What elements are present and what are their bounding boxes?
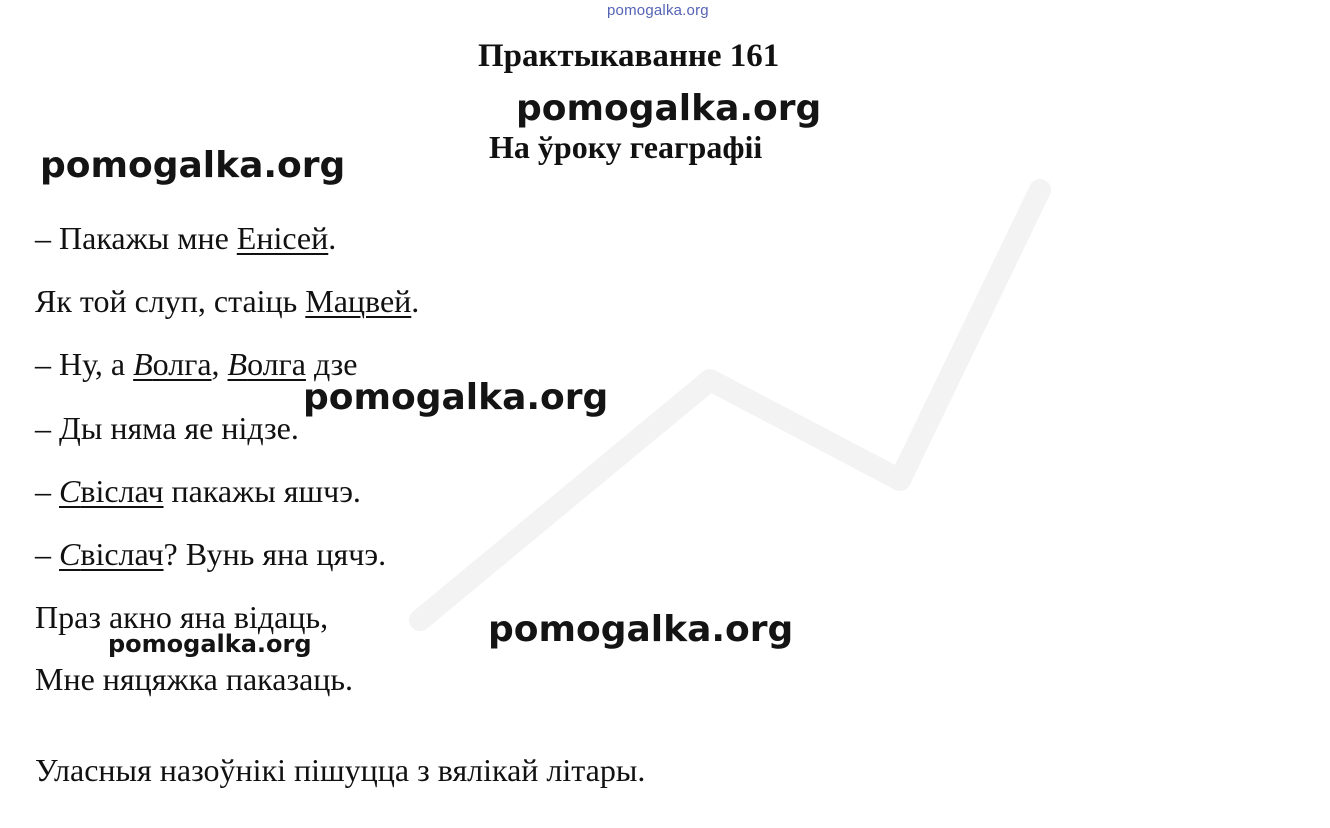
poem-line-8: Мне няцяжка паказаць. <box>35 661 353 697</box>
text-segment: . <box>328 220 337 256</box>
exercise-subtitle: На ўроку геаграфіі <box>489 129 763 165</box>
poem-line-5 <box>35 475 361 507</box>
watermark-text: pomogalka.org <box>516 88 822 129</box>
exercise-title: Практыкаванне 161 <box>478 38 780 74</box>
text-segment: дзе <box>305 346 358 382</box>
watermark-text: pomogalka.org <box>108 630 312 658</box>
italic-capital-letter: В <box>227 346 248 382</box>
text-segment: віслач <box>80 473 164 509</box>
underlined-proper-noun <box>228 346 306 382</box>
poem-line-7: Праз акно яна відаць, <box>35 599 329 635</box>
watermark-text: pomogalka.org <box>488 609 794 650</box>
text-segment: олга <box>247 346 306 382</box>
conclusion-text: Уласныя назоўнікі пішуцца з вялікай літары. <box>35 752 646 788</box>
text-segment: ? Вунь яна цячэ. <box>163 536 387 572</box>
text-segment: – <box>35 536 59 572</box>
text-segment: , <box>211 346 228 382</box>
italic-capital-letter: С <box>59 536 81 572</box>
text-segment: пакажы яшчэ. <box>163 473 361 509</box>
text-segment: олга <box>152 346 212 382</box>
watermark-text: pomogalka.org <box>40 145 346 186</box>
underlined-proper-noun <box>133 346 211 382</box>
poem-line-4: – Ды няма яе нідзе. <box>35 410 299 446</box>
underlined-proper-noun: Енісей <box>236 220 329 256</box>
text-segment: Як той слуп, стаіць <box>35 283 306 319</box>
text-segment: віслач <box>80 536 164 572</box>
text-segment: . <box>411 283 420 319</box>
top-watermark: pomogalka.org <box>607 2 709 19</box>
underlined-proper-noun: Мацвей <box>305 283 412 319</box>
underlined-proper-noun <box>59 536 164 572</box>
poem-line-2 <box>35 285 419 317</box>
text-segment: – Пакажы мне <box>35 220 237 256</box>
text-segment: – <box>35 473 59 509</box>
italic-capital-letter: В <box>133 346 153 382</box>
underlined-proper-noun <box>59 473 164 509</box>
watermark-text: pomogalka.org <box>303 377 609 418</box>
italic-capital-letter: С <box>59 473 81 509</box>
poem-line-6 <box>35 538 386 570</box>
text-segment: – Ну, а <box>35 346 134 382</box>
poem-line-1 <box>35 222 336 254</box>
poem-line-3 <box>35 348 357 380</box>
